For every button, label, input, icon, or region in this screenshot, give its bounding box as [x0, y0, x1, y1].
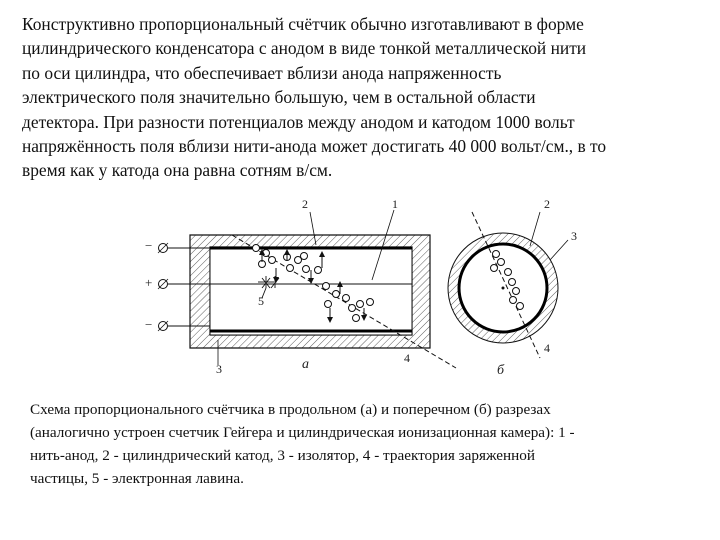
- label-cathode-2-b: 2: [544, 197, 550, 211]
- paragraph-line: детектора. При разности потенциалов между анодом и катодом 1000 вольт: [22, 111, 575, 132]
- longitudinal-section: [145, 197, 456, 376]
- anode-dot: [502, 287, 505, 290]
- label-avalanche-5: 5: [258, 294, 264, 308]
- paragraph-line: электрического поля значительно большую, чем в остальной области: [22, 87, 536, 108]
- paragraph-line: напряжённость поля вблизи нити-анода может достигать 40 000 вольт/см., в то: [22, 136, 607, 157]
- caption-line: частицы, 5 - электронная лавина.: [30, 470, 244, 487]
- label-trajectory-4-b: 4: [544, 341, 550, 355]
- caption-line: нить-анод, 2 - цилиндрический катод, 3 - изолятор, 4 - траектория заряженной: [30, 447, 535, 464]
- caption-line: Схема пропорционального счётчика в продольном (а) и поперечном (б) разрезах: [30, 401, 551, 418]
- caption-line: (аналогично устроен счетчик Гейгера и цилиндрическая ионизационная камера): 1 -: [30, 424, 575, 441]
- cross-section: [448, 197, 577, 378]
- paragraph-line: цилиндрического конденсатора с анодом в виде тонкой металлической нити: [22, 38, 587, 59]
- paragraph-line: по оси цилиндра, что обеспечивает вблизи анода напряженность: [22, 62, 502, 83]
- label-cathode-2-a: 2: [302, 197, 308, 211]
- label-view-b: б: [497, 363, 505, 378]
- paragraph-line: Конструктивно пропорциональный счётчик обычно изготавливают в форме: [22, 14, 584, 34]
- label-minus-top: −: [145, 238, 153, 253]
- label-minus-bottom: −: [145, 317, 153, 332]
- label-anode-1: 1: [392, 197, 398, 211]
- label-trajectory-4-a: 4: [404, 351, 410, 365]
- paragraph-line: время как у катода она равна сотням в/см.: [22, 160, 333, 181]
- label-plus: +: [145, 275, 153, 290]
- counter-schematic: [0, 190, 720, 390]
- counter-cavity: [210, 247, 412, 335]
- description-paragraph: [22, 12, 712, 183]
- label-view-a: а: [302, 357, 309, 372]
- figure-caption: [30, 398, 710, 490]
- label-insulator-3-a: 3: [216, 362, 222, 376]
- label-insulator-3-b: 3: [571, 229, 577, 243]
